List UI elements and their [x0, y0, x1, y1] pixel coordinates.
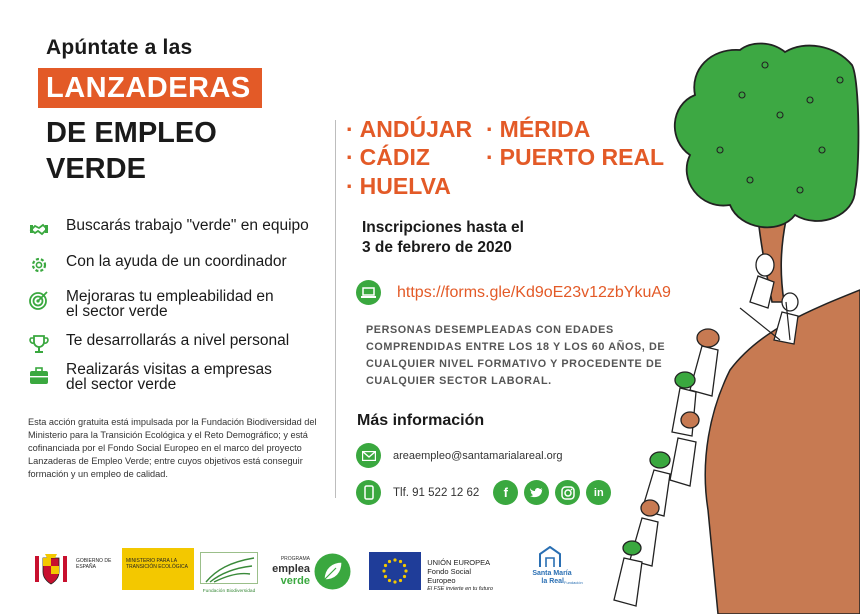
- handshake-icon: [28, 218, 50, 240]
- city-name: HUELVA: [359, 173, 451, 199]
- inscription-deadline: [362, 218, 524, 258]
- city-name: CÁDIZ: [359, 144, 430, 170]
- city-bullet: ·: [346, 173, 354, 199]
- city-item: [486, 116, 590, 143]
- benefit-item: [28, 362, 272, 392]
- city-bullet: ·: [346, 144, 354, 170]
- registration-form-link[interactable]: https://forms.gle/Kd9oE23v12zbYkuA9: [397, 283, 671, 301]
- santamaria-label: Santa María: [532, 570, 572, 577]
- verde-label: verde: [280, 575, 310, 587]
- envelope-icon: [356, 443, 381, 468]
- program-label: PROGRAMA: [280, 556, 310, 562]
- title-line-3: DE EMPLEO: [46, 117, 217, 149]
- phone-number[interactable]: Tlf. 91 522 12 62: [393, 486, 480, 499]
- emplea-label: emplea: [272, 563, 310, 575]
- title-line-4: VERDE: [46, 153, 146, 185]
- city-item: [346, 116, 472, 143]
- target-icon: [28, 289, 50, 311]
- fundacion-label: Fundación Biodiversidad: [202, 589, 256, 594]
- spain-government-logo: [28, 548, 194, 590]
- email-link[interactable]: areaempleo@santamarialareal.org: [393, 449, 563, 462]
- fse-label: Fondo Social Europeo: [427, 567, 471, 585]
- european-union-logo: [369, 552, 499, 592]
- benefit-text: Buscarás trabajo "verde" en equipo: [66, 217, 309, 234]
- city-name: MÉRIDA: [499, 116, 591, 142]
- fundacion-biodiversidad-logo: [200, 552, 258, 592]
- lareal-label: la Real: [541, 578, 564, 585]
- laptop-icon: [356, 280, 381, 305]
- benefit-text: Mejoraras tu empleabilidad en el sector verde: [66, 288, 274, 320]
- eu-label: UNIÓN EUROPEA: [427, 558, 491, 567]
- emplea-verde-logo: [266, 553, 352, 591]
- benefit-item: [28, 218, 309, 240]
- inscription-date: 3 de febrero de 2020: [362, 239, 512, 256]
- city-bullet: ·: [486, 116, 494, 142]
- email-row: [356, 443, 563, 468]
- city-name: ANDÚJAR: [359, 116, 473, 142]
- briefcase-icon: [28, 365, 50, 387]
- fse-motto: El FSE invierte en tu futuro: [427, 586, 493, 592]
- facebook-icon[interactable]: f: [493, 480, 518, 505]
- funding-notice: Esta acción gratuita está impulsada por la Fundación Biodiversidad del Ministerio para la Transición Ecológica y el Reto Demográfico; y está cofinanciada por el Fondo Social Europeo en el marco del proyecto Lanzaderas de Empleo Verde; entre cuyos objetivos está conseguir formación y un empleo de calidad.: [28, 417, 317, 479]
- leaf-icon: [314, 553, 351, 590]
- benefit-text: Realizarás visitas a empresas del sector verde: [66, 361, 272, 393]
- city-bullet: ·: [486, 144, 494, 170]
- instagram-icon[interactable]: [555, 480, 580, 505]
- column-divider: [335, 120, 336, 498]
- contact-row: [356, 480, 617, 505]
- benefit-item: [28, 333, 289, 355]
- linkedin-icon[interactable]: in: [586, 480, 611, 505]
- santa-maria-la-real-logo: [524, 546, 583, 590]
- more-info-heading: Más información: [357, 412, 485, 429]
- tree-hill-illustration: [590, 40, 860, 614]
- benefit-item: [28, 254, 287, 276]
- city-name: PUERTO REAL: [499, 144, 665, 170]
- city-item: [346, 144, 430, 171]
- title-highlight: LANZADERAS: [38, 68, 262, 108]
- grass-icon: [200, 552, 258, 584]
- church-icon: [538, 546, 562, 568]
- eu-flag-icon: [369, 552, 421, 590]
- trophy-icon: [28, 333, 50, 355]
- benefit-text: Con la ayuda de un coordinador: [66, 253, 287, 270]
- twitter-icon[interactable]: [524, 480, 549, 505]
- city-bullet: ·: [346, 116, 354, 142]
- benefit-item: [28, 289, 274, 319]
- title-line-1: Apúntate a las: [46, 36, 193, 59]
- gobierno-label: GOBIERNO DE ESPAÑA: [74, 548, 122, 590]
- eu-text: [427, 552, 499, 592]
- phone-icon: [356, 480, 381, 505]
- benefit-text: Te desarrollarás a nivel personal: [66, 332, 290, 349]
- inscription-line: Inscripciones hasta el: [362, 219, 524, 236]
- coat-of-arms-icon: [28, 548, 74, 590]
- ministerio-label: MINISTERIO PARA LA TRANSICIÓN ECOLÓGICA: [122, 548, 194, 590]
- city-item: [346, 173, 451, 200]
- gears-icon: [28, 254, 50, 276]
- eligibility-requirements: PERSONAS DESEMPLEADAS CON EDADES COMPRENDIDAS ENTRE LOS 18 Y LOS 60 AÑOS, DE CUALQUIER NIVEL FORMATIVO Y PROCEDENTE DE CUALQUIER SECTOR LABORAL.: [366, 324, 666, 387]
- fundacion-sub-label: Fundación: [564, 580, 583, 585]
